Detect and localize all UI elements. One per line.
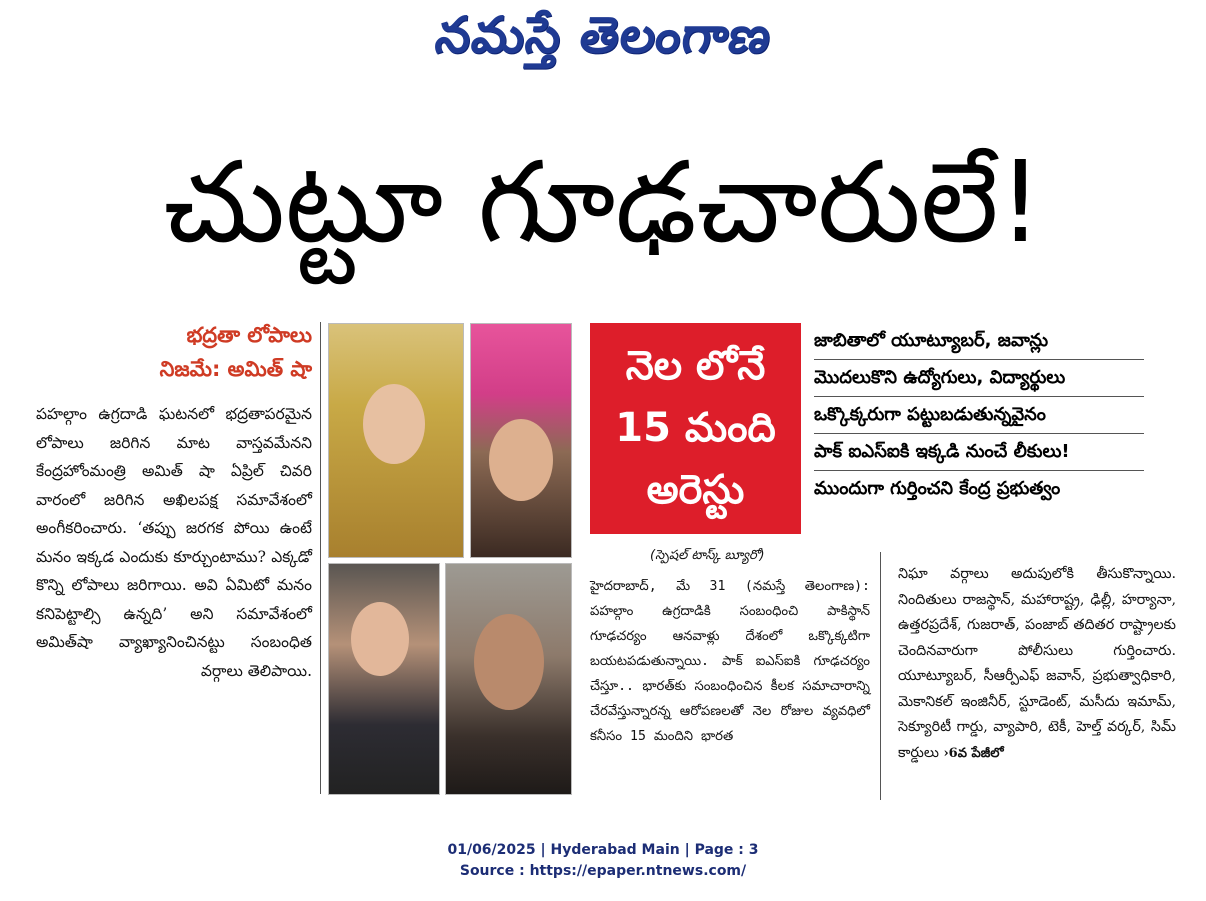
highlight-item: ముందుగా గుర్తించని కేంద్ర ప్రభుత్వం [814,478,1061,499]
footer [0,840,1206,882]
red-box-line-3: అరెస్టు [646,467,745,513]
left-column-body: పహల్గాం ఉగ్రదాడి ఘటనలో భద్రతాపరమైన లోపాలు జరిగిన మాట వాస్తవమేనని కేంద్రహోంమంత్రి అమిత్ షా ఏప్రిల్ చివరి వారంలో జరిగిన అఖిలపక్ష సమావేశంలో అంగీకరించారు. ‘తప్పు జరగక పోయి ఉంటే మనం ఇక్కడ ఎందుకు కూర్చుంటాము? ఎక్కడో కొన్ని లోపాలు జరిగాయి. అవి ఏమిటో మనం కనిపెట్టాల్సి ఉన్నది’ అని సమావేశంలో అమిత్‌షా వ్యాఖ్యానించినట్టు సంబంధిత వర్గాలు తెలిపాయి. [36,405,312,680]
photo-man-turban [470,323,572,558]
highlight-item: ఒక్కొక్కరుగా పట్టుబడుతున్నవైనం [814,397,1144,434]
kicker-line-1: భద్రతా లోపాలు [186,323,312,347]
footer-date-edition: 01/06/2025 | Hyderabad Main | Page : 3 [447,842,759,858]
red-box-line-1: నెల లోనే [625,343,766,389]
column-divider [880,552,881,800]
red-box-line-2: 15 మంది [615,405,776,451]
story-body-right-text: నిఘా వర్గాలు అదుపులోకి తీసుకొన్నాయి. నిందితులు రాజస్థాన్, మహారాష్ట్ర, ఢిల్లీ, హర్యానా, ఉత్తరప్రదేశ్, గుజరాత్, పంజాబ్ తదితర రాష్ట్రాలకు చెందినవారుగా పోలీసులు గుర్తించారు. యూట్యూబర్, సీఆర్పీఎఫ్ జవాన్, ప్రభుత్వాధికారి, మెకానికల్ ఇంజినీర్, స్టూడెంట్, మసీదు ఇమామ్, సెక్యూరిటీ గార్డు, వ్యాపారి, టెకీ, హెల్త్ వర్కర్, సిమ్ కార్డులు [898,566,1176,761]
masthead-logo: నమస్తే తెలంగాణ [432,6,776,64]
kicker-line-2: నిజమే: అమిత్ షా [159,357,312,381]
highlight-item: జాబితాలో యూట్యూబర్, జవాన్లు [814,323,1144,360]
footer-source: Source : https://epaper.ntnews.com/ [459,863,747,879]
headline-text: చుట్టూ గూఢచారులే! [163,138,1043,268]
photo-man-beard [445,563,572,795]
photo-woman-headscarf [328,323,464,558]
story-body-middle: హైదరాబాద్, మే 31 (నమస్తే తెలంగాణ): పహల్గాం ఉగ్రదాడికి సంబంధించి పాకిస్థాన్ గూఢచర్యం ఆనవాళ్లు దేశంలో ఒక్కొక్కటిగా బయటపడుతున్నాయి. పాక్ ఐఎస్ఐకి గూఢచర్యం చేస్తూ.. భారత్‌కు సంబంధించిన కీలక సమాచారాన్ని చేరవేస్తున్నారన్న ఆరోపణలతో నెల రోజుల వ్యవధిలో కనీసం 15 మందిని భారత [590,579,870,744]
byline: (స్పెషల్ టాస్క్ బ్యూరో) [650,548,765,563]
headline [20,118,1186,288]
story-body-right [898,562,1176,766]
highlight-item: పాక్ ఐఎస్ఐకి ఇక్కడి నుంచే లీకులు! [814,434,1144,471]
photo-woman-smiling [328,563,440,795]
left-column [36,318,312,798]
highlight-list [814,323,1144,507]
column-divider [320,322,321,794]
highlight-item: మొదలుకొని ఉద్యోగులు, విద్యార్థులు [814,360,1144,397]
arrest-count-box [590,323,801,534]
continued-reference: ›6వ పేజీలో [943,745,1004,761]
masthead [0,0,1206,80]
